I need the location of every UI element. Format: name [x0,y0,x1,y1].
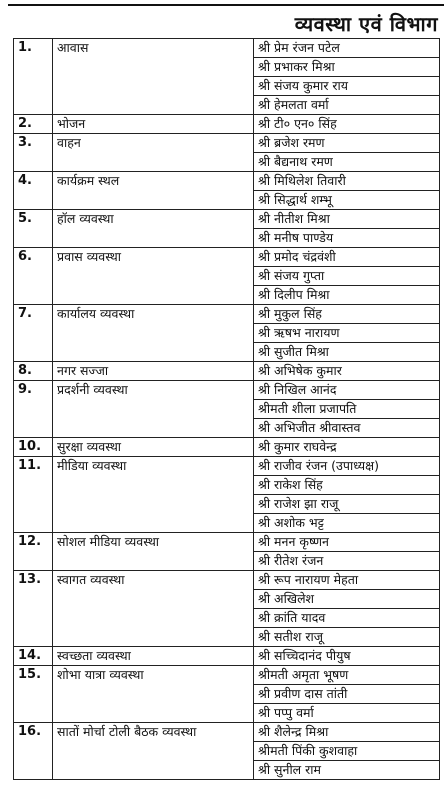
person-name: श्रीमती पिंकी कुशवाहा [254,742,440,761]
person-name: श्री प्रमोद चंद्रवंशी [254,248,440,267]
person-name: श्री अभिषेक कुमार [254,362,440,381]
department-name: नगर सज्जा [53,362,254,381]
person-name: श्रीमती अमृता भूषण [254,666,440,685]
department-name: शोभा यात्रा व्यवस्था [53,666,254,723]
person-name: श्री टी० एन० सिंह [254,115,440,134]
serial-number: 13. [14,571,53,647]
serial-number: 6. [14,248,53,305]
person-name: श्री मुकुल सिंह [254,305,440,324]
serial-number: 4. [14,172,53,210]
person-name: श्री नीतीश मिश्रा [254,210,440,229]
department-name: स्वच्छता व्यवस्था [53,647,254,666]
serial-number: 11. [14,457,53,533]
department-name: प्रवास व्यवस्था [53,248,254,305]
department-name: सातों मोर्चा टोली बैठक व्यवस्था [53,723,254,780]
person-name: श्री कुमार राघवेन्द्र [254,438,440,457]
table-row [14,457,440,476]
serial-number: 14. [14,647,53,666]
serial-number: 1. [14,39,53,115]
person-name: श्री सिद्धार्थ शम्भू [254,191,440,210]
serial-number: 15. [14,666,53,723]
table-row [14,39,440,58]
table-row [14,305,440,324]
person-name: श्री रीतेश रंजन [254,552,440,571]
serial-number: 8. [14,362,53,381]
serial-number: 16. [14,723,53,780]
table-body [14,39,440,780]
person-name: श्रीमती शीला प्रजापति [254,400,440,419]
person-name: श्री सतीश राजू [254,628,440,647]
person-name: श्री ब्रजेश रमण [254,134,440,153]
person-name: श्री रूप नारायण मेहता [254,571,440,590]
top-rule [8,4,444,6]
person-name: श्री अशोक भट्ट [254,514,440,533]
person-name: श्री दिलीप मिश्रा [254,286,440,305]
person-name: श्री मनीष पाण्डेय [254,229,440,248]
person-name: श्री राजेश झा राजू [254,495,440,514]
table-row [14,438,440,457]
department-name: सोशल मीडिया व्यवस्था [53,533,254,571]
person-name: श्री संजय कुमार राय [254,77,440,96]
person-name: श्री अभिजीत श्रीवास्तव [254,419,440,438]
department-name: वाहन [53,134,254,172]
table-row [14,134,440,153]
person-name: श्री सच्चिदानंद पीयुष [254,647,440,666]
department-name: प्रदर्शनी व्यवस्था [53,381,254,438]
person-name: श्री प्रेम रंजन पटेल [254,39,440,58]
table-row [14,647,440,666]
table-row [14,666,440,685]
department-name: कार्यक्रम स्थल [53,172,254,210]
person-name: श्री बैद्यनाथ रमण [254,153,440,172]
person-name: श्री मनन कृष्णन [254,533,440,552]
table-row [14,571,440,590]
department-name: मीडिया व्यवस्था [53,457,254,533]
person-name: श्री अखिलेश [254,590,440,609]
person-name: श्री संजय गुप्ता [254,267,440,286]
department-name: आवास [53,39,254,115]
serial-number: 12. [14,533,53,571]
person-name: श्री ऋषभ नारायण [254,324,440,343]
page-title: व्यवस्था एवं विभाग [294,12,438,36]
person-name: श्री राजीव रंजन (उपाध्यक्ष) [254,457,440,476]
table-row [14,381,440,400]
department-name: भोजन [53,115,254,134]
person-name: श्री प्रवीण दास तांती [254,685,440,704]
person-name: श्री मिथिलेश तिवारी [254,172,440,191]
table-row [14,362,440,381]
serial-number: 5. [14,210,53,248]
person-name: श्री क्रांति यादव [254,609,440,628]
table-row [14,248,440,267]
department-name: स्वागत व्यवस्था [53,571,254,647]
serial-number: 3. [14,134,53,172]
arrangement-table [13,38,440,780]
person-name: श्री हेमलता वर्मा [254,96,440,115]
table-row [14,115,440,134]
department-name: कार्यालय व्यवस्था [53,305,254,362]
person-name: श्री प्रभाकर मिश्रा [254,58,440,77]
person-name: श्री सुनील राम [254,761,440,780]
table-row [14,533,440,552]
person-name: श्री निखिल आनंद [254,381,440,400]
person-name: श्री सुजीत मिश्रा [254,343,440,362]
person-name: श्री पप्पु वर्मा [254,704,440,723]
person-name: श्री शैलेन्द्र मिश्रा [254,723,440,742]
serial-number: 2. [14,115,53,134]
table-row [14,723,440,742]
serial-number: 9. [14,381,53,438]
person-name: श्री राकेश सिंह [254,476,440,495]
department-name: हॉल व्यवस्था [53,210,254,248]
serial-number: 7. [14,305,53,362]
table-row [14,172,440,191]
serial-number: 10. [14,438,53,457]
table-row [14,210,440,229]
department-name: सुरक्षा व्यवस्था [53,438,254,457]
